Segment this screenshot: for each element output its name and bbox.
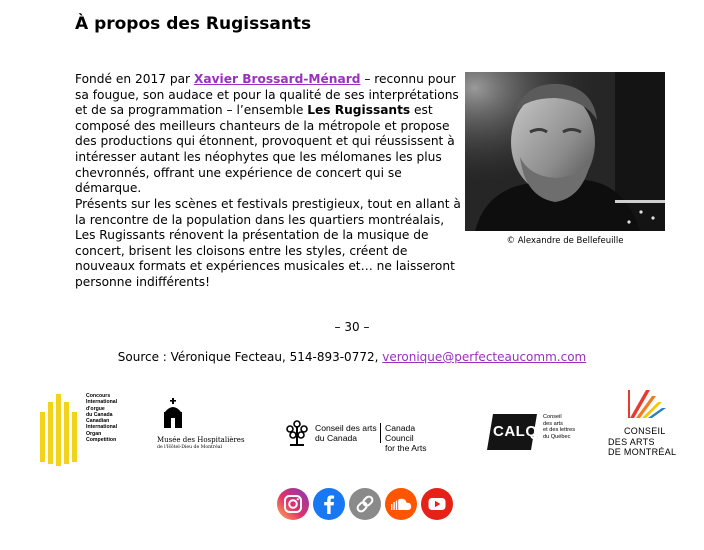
source-line <box>0 350 704 364</box>
source-email-link[interactable]: veronique@perfecteaucomm.com <box>382 350 587 364</box>
calq-mark: CALQ <box>493 423 538 440</box>
intro-paragraph <box>75 72 463 197</box>
soundcloud-link[interactable] <box>385 488 417 520</box>
cam-line-2: DES ARTS <box>608 436 655 447</box>
calq-line-3: et des lettres <box>543 427 576 434</box>
musee-line-1: Musée des Hospitalières <box>157 436 245 444</box>
instagram-icon <box>277 488 309 520</box>
musee-line-2: de l'Hôtel-Dieu de Montréal <box>157 445 223 450</box>
council-fr-line-1: Conseil des arts <box>315 423 377 433</box>
council-en-line-1: Canada Council <box>385 423 416 443</box>
ensemble-name: Les Rugissants <box>307 103 411 118</box>
tree-icon <box>285 420 309 448</box>
photo-credit: © Alexandre de Bellefeuille <box>506 236 624 246</box>
ciooc-line-6: International <box>86 424 118 431</box>
facebook-icon <box>313 488 345 520</box>
page-number: – 30 – <box>334 320 370 334</box>
website-link[interactable] <box>349 488 381 520</box>
ciooc-line-2: International <box>86 399 118 406</box>
organ-pipes-icon <box>38 392 84 466</box>
chapel-icon <box>161 398 185 430</box>
cam-line-3: DE MONTRÉAL <box>608 447 677 457</box>
calq-logo[interactable] <box>487 412 587 452</box>
intro-suffix: est composé des meilleurs chanteurs de la métropole et propose des productions qui étonnent, provoquent et qui réussissent à intéresser autant les néophytes que les mélomanes les plus chevronnés, offrant une expérience de concert qui se démarque. <box>75 103 455 196</box>
youtube-icon <box>421 488 453 520</box>
intro-prefix: Fondé en 2017 par <box>75 72 194 86</box>
ciooc-logo[interactable] <box>38 392 118 466</box>
facebook-link[interactable] <box>313 488 345 520</box>
calq-line-4: du Québec <box>543 433 571 440</box>
calq-line-2: des arts <box>543 420 563 427</box>
council-en-line-2: for the Arts <box>385 443 427 453</box>
ciooc-line-5: Canadian <box>86 418 110 425</box>
council-fr-line-2: du Canada <box>315 433 358 443</box>
intro-middle: – reconnu pour sa fougue, son audace et pour la qualité de ses interprétations et de sa programmation – l’ensemble <box>75 72 459 118</box>
cam-line-1: CONSEIL <box>624 426 666 436</box>
cam-logo[interactable] <box>608 388 678 460</box>
link-icon <box>349 488 381 520</box>
page-title: À propos des Rugissants <box>75 14 312 34</box>
instagram-link[interactable] <box>277 488 309 520</box>
canada-council-logo[interactable] <box>285 420 435 453</box>
musee-logo[interactable] <box>157 398 247 454</box>
presence-paragraph: Présents sur les scènes et festivals prestigieux, tout en allant à la rencontre de la population dans les quartiers montréalais, Les Rugissants rénovent la présentation de la musique de concert, brisent les cloisons entre les styles, créent de nouveaux formats et expériences musicales et… ne laisseront personne indifférents! <box>75 197 461 289</box>
soundcloud-icon <box>385 488 417 520</box>
cam-stripes-icon <box>626 388 666 422</box>
portrait-photo <box>465 72 665 231</box>
youtube-link[interactable] <box>421 488 453 520</box>
founder-link[interactable]: Xavier Brossard-Ménard <box>193 72 361 86</box>
ciooc-line-1: Concours <box>86 393 111 399</box>
ciooc-line-3: d'orgue <box>86 405 105 412</box>
source-text: Source : Véronique Fecteau, 514-893-0772, <box>117 350 383 364</box>
calq-line-1: Conseil <box>543 414 562 420</box>
ciooc-line-7: Organ <box>86 430 102 437</box>
ciooc-line-4: du Canada <box>86 411 113 418</box>
ciooc-line-8: Competition <box>86 437 117 444</box>
